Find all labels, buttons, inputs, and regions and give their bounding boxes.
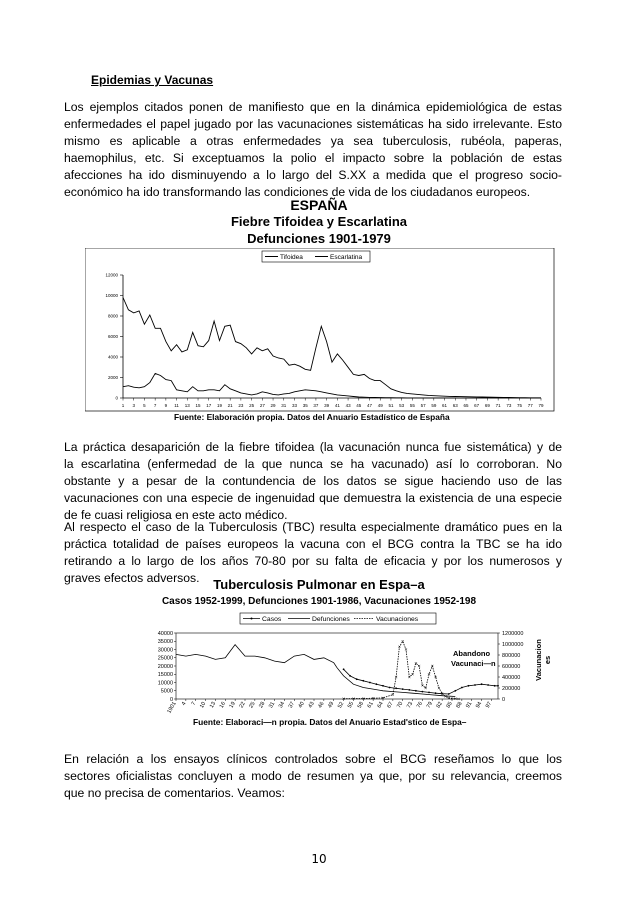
x-tick-label: 85 (445, 701, 454, 710)
x-tick-label: 91 (465, 700, 474, 710)
x-tick-label: 16 (218, 701, 228, 710)
x-tick-label: 13 (184, 403, 190, 408)
annotation-vacunacion: Vacunaci—n (451, 659, 496, 668)
x-tick-label: 40 (297, 700, 306, 710)
casos-point (494, 685, 496, 687)
casos-point (376, 683, 378, 685)
y2-tick-label: 0 (502, 696, 506, 703)
y-tick-label: 40000 (157, 630, 173, 637)
casos-point (448, 693, 450, 695)
x-tick-label: 33 (291, 403, 297, 408)
y-tick-label: 2000 (107, 375, 118, 380)
x-tick-label: 64 (376, 701, 385, 710)
x-tick-label: 57 (420, 403, 426, 408)
x-tick-label: 25 (249, 403, 255, 408)
y-tick-label: 30000 (157, 647, 173, 654)
casos-point (349, 675, 351, 677)
text-line: la escarlatina (enfermedad de la que nunca se ha vacunado) así lo corroboran. No (64, 457, 562, 471)
x-tick-label: 69 (484, 403, 490, 408)
casos-point (362, 680, 364, 682)
x-tick-label: 63 (452, 403, 458, 408)
legend-vacunaciones-label: Vacunaciones (376, 616, 419, 623)
x-tick-label: 3 (132, 403, 135, 408)
x-tick-label: 31 (268, 701, 277, 710)
text-line: retirando a lo largo de los años 70-80 por su falta de eficacia y por los numerosos y (64, 554, 562, 568)
casos-line (344, 669, 498, 694)
x-tick-label: 11 (174, 403, 179, 408)
x-tick-label: 76 (415, 700, 425, 710)
x-tick-label: 1901 (166, 701, 178, 715)
y-tick-label: 6000 (107, 334, 118, 339)
x-tick-label: 77 (527, 403, 533, 408)
x-tick-label: 97 (484, 700, 494, 710)
x-tick-label: 75 (517, 403, 523, 408)
vacunaciones-point (398, 646, 400, 648)
x-tick-label: 37 (287, 701, 297, 710)
casos-point (395, 687, 397, 689)
x-tick-label: 43 (345, 403, 351, 408)
y2-tick-label: 800000 (502, 652, 521, 659)
x-tick-label: 55 (409, 403, 415, 408)
x-tick-label: 58 (356, 701, 366, 710)
x-tick-label: 53 (399, 403, 405, 408)
casos-point (481, 683, 483, 685)
y-tick-label: 5000 (160, 688, 173, 695)
y-tick-label: 0 (169, 696, 173, 703)
y-tick-label: 10000 (157, 680, 173, 687)
chart1-title-disease: Fiebre Tifoidea y Escarlatina (230, 214, 408, 229)
page-number: 10 (311, 852, 327, 866)
text-line: práctica totalidad de países europeos la vacuna con el BCG contra la TBC se ha ido (64, 537, 562, 551)
tifoidea-line (123, 298, 541, 398)
casos-point (402, 688, 404, 690)
legend-tifoidea-label: Tifoidea (280, 254, 303, 261)
legend-escarlatina-label: Escarlatina (330, 254, 363, 261)
right-axis-title-cont: es (543, 655, 552, 665)
x-tick-label: 4 (180, 701, 188, 707)
x-tick-label: 23 (238, 403, 244, 408)
text-line: Al respecto el caso de la Tuberculosis (TBC) resulta especialmente dramático pues en la (64, 520, 562, 534)
legend-casos-marker (251, 618, 253, 620)
x-tick-label: 49 (377, 403, 383, 408)
text-line: graves efectos adversos. (64, 571, 200, 585)
paragraph-2 (64, 439, 562, 524)
x-tick-label: 19 (228, 700, 237, 710)
x-tick-label: 10 (199, 701, 208, 710)
y-tick-label: 25000 (157, 655, 173, 662)
legend-casos-label: Casos (262, 616, 282, 623)
x-tick-label: 73 (406, 701, 415, 710)
y-tick-label: 4000 (107, 354, 118, 360)
x-tick-label: 65 (463, 403, 469, 408)
x-tick-label: 67 (386, 701, 395, 710)
text-line: económico ha ido transformando las condiciones de vida de los ciudadanos europeos. (64, 185, 531, 199)
casos-point (474, 684, 476, 686)
defunciones-line (176, 645, 455, 697)
x-tick-label: 31 (281, 403, 287, 408)
text-line: Los ejemplos citados ponen de manifiesto que en la dinámica epidemiológica de estas (64, 100, 562, 114)
text-line: obstante y a pesar de la contundencia de los datos se sigue haciendo uso de las (64, 474, 562, 488)
x-tick-label: 82 (435, 700, 444, 710)
text-line: haemophilus, etc. Si exceptuamos la polio el impacto sobre la población de estas (64, 151, 562, 165)
x-tick-label: 15 (195, 403, 201, 408)
vacunaciones-point (418, 665, 420, 667)
text-line: sectores oficialistas concluyen a modo de resumen ya que, por su relevancia, creemos (64, 769, 562, 783)
casos-point (369, 682, 371, 684)
chart2-plot (140, 611, 560, 716)
text-line: enfermedades el papel jugado por las vacunaciones sistemáticas ha sido irrelevante. Esto (64, 117, 562, 131)
x-tick-label: 67 (474, 403, 480, 408)
x-tick-label: 79 (425, 701, 435, 710)
x-tick-label: 61 (366, 700, 375, 710)
casos-point (389, 687, 391, 689)
x-tick-label: 41 (334, 403, 340, 408)
casos-point (415, 690, 417, 692)
y2-tick-label: 1200000 (502, 630, 524, 637)
x-tick-label: 52 (337, 701, 346, 710)
y-tick-label: 12000 (105, 272, 118, 278)
chart1 (85, 248, 555, 412)
x-tick-label: 43 (307, 701, 316, 710)
x-tick-label: 35 (302, 403, 308, 408)
casos-point (461, 687, 463, 689)
x-tick-label: 19 (216, 403, 222, 408)
casos-point (356, 678, 358, 680)
text-line: afecciones ha ido disminuyendo a lo largo del S.XX a medida que el progreso socio- (64, 168, 562, 182)
x-tick-label: 9 (164, 403, 168, 408)
x-tick-label: 7 (153, 403, 157, 408)
plot-frame (176, 633, 498, 699)
casos-point (343, 668, 345, 670)
y-tick-label: 20000 (157, 663, 173, 670)
casos-point (428, 692, 430, 694)
x-tick-label: 5 (143, 403, 146, 408)
x-tick-label: 37 (313, 403, 319, 408)
x-tick-label: 29 (270, 403, 276, 408)
x-tick-label: 1 (121, 403, 125, 408)
text-line: de fe cuasi religiosa en este acto médico. (64, 508, 288, 522)
casos-point (382, 685, 384, 687)
chart2 (140, 611, 560, 716)
x-tick-label: 73 (506, 403, 512, 408)
casos-point (422, 691, 424, 693)
x-tick-label: 21 (227, 403, 233, 408)
y-tick-label: 8000 (107, 313, 118, 319)
legend-defunciones-label: Defunciones (312, 616, 350, 623)
casos-point (497, 685, 499, 687)
x-tick-label: 34 (277, 700, 287, 710)
casos-point (468, 685, 470, 687)
y-tick-label: 35000 (157, 639, 173, 646)
y-tick-label: 10000 (105, 293, 118, 298)
y2-tick-label: 1000000 (502, 641, 524, 648)
x-tick-label: 47 (367, 403, 373, 408)
x-tick-label: 88 (455, 701, 464, 710)
text-line: En relación a los ensayos clínicos controlados sobre el BCG reseñamos lo que los (64, 752, 562, 766)
vacunaciones-line (344, 641, 459, 699)
y-tick-label: 0 (115, 395, 118, 401)
section-heading: Epidemias y Vacunas (91, 73, 214, 87)
x-tick-label: 61 (442, 403, 448, 408)
chart1-source: Fuente: Elaboración propia. Datos del Anuario Estadístico de España (174, 412, 450, 422)
casos-point (487, 684, 489, 686)
annotation-abandono: Abandono (453, 649, 491, 658)
text-line: vacunaciones con una especie de ingenuidad que demuestra la existencia de una especie (64, 491, 562, 505)
x-tick-label: 46 (317, 701, 326, 710)
x-tick-label: 94 (475, 701, 484, 710)
x-tick-label: 45 (356, 403, 362, 408)
intro-paragraph (64, 99, 562, 201)
x-tick-label: 71 (495, 403, 501, 408)
x-tick-label: 25 (248, 701, 257, 710)
casos-point (408, 689, 410, 691)
chart-frame (85, 248, 554, 411)
right-axis-title: Vacunacion (534, 639, 543, 681)
x-tick-label: 39 (324, 403, 330, 408)
casos-point (435, 692, 437, 694)
x-tick-label: 55 (346, 700, 356, 710)
y-tick-label: 15000 (157, 672, 173, 679)
x-tick-label: 22 (238, 701, 247, 710)
chart1-plot (85, 248, 555, 412)
chart2-title: Tuberculosis Pulmonar en Espa–a (213, 577, 425, 592)
chart1-title-period: Defunciones 1901-1979 (247, 231, 391, 246)
chart1-title-country: ESPAÑA (290, 197, 348, 213)
text-line: mismo es aplicable a otras enfermedades ya sea tuberculosis, rubéola, paperas, (64, 134, 562, 148)
y2-tick-label: 400000 (502, 674, 521, 681)
text-line: La práctica desaparición de la fiebre tifoidea (la vacunación nunca fue sistemática) y de (64, 440, 562, 454)
x-tick-label: 27 (259, 403, 265, 408)
x-tick-label: 79 (538, 403, 544, 408)
x-tick-label: 17 (206, 403, 212, 408)
x-tick-label: 7 (190, 700, 198, 707)
paragraph-4 (64, 751, 562, 802)
vacunaciones-point (421, 684, 423, 686)
x-tick-label: 59 (431, 403, 437, 408)
x-tick-label: 28 (258, 700, 267, 710)
text-line: que no precisa de comentarios. Veamos: (64, 786, 285, 800)
y2-tick-label: 600000 (502, 663, 521, 670)
x-tick-label: 13 (208, 700, 218, 710)
y2-tick-label: 200000 (502, 685, 521, 692)
chart2-subtitle: Casos 1952-1999, Defunciones 1901-1986, Vacunaciones 1952-198 (161, 596, 477, 607)
casos-point (454, 690, 456, 692)
x-tick-label: 51 (388, 403, 394, 408)
x-tick-label: 70 (396, 700, 405, 710)
escarlatina-line (123, 373, 541, 398)
chart2-source: Fuente: Elaboraci—n propia. Datos del Anuario Estad'stico de Espa– (193, 717, 467, 727)
x-tick-label: 49 (327, 700, 336, 710)
